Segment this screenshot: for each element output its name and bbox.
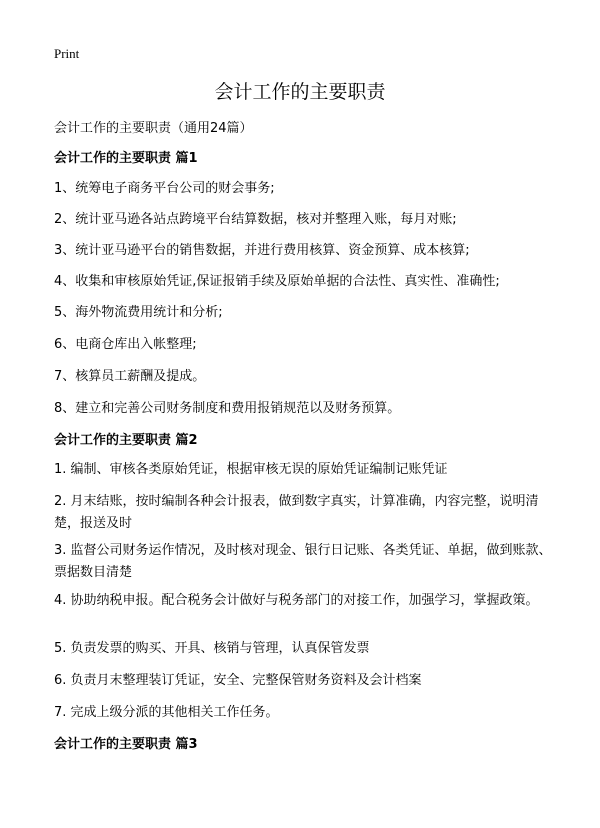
list-item: 7、核算员工薪酬及提成。: [54, 369, 206, 384]
section-heading-2: 会计工作的主要职责 篇2: [54, 433, 198, 448]
page-title: 会计工作的主要职责: [214, 81, 386, 103]
list-item: 4. 协助纳税申报。配合税务会计做好与税务部门的对接工作，加强学习，掌握政策。: [54, 593, 539, 608]
print-link[interactable]: Print: [54, 46, 80, 61]
list-item: 5. 负责发票的购买、开具、核销与管理，认真保管发票: [54, 641, 370, 656]
section-heading-1: 会计工作的主要职责 篇1: [54, 151, 198, 166]
document-subtitle: 会计工作的主要职责（通用24篇）: [54, 121, 253, 136]
list-item: 4、收集和审核原始凭证,保证报销手续及原始单据的合法性、真实性、准确性;: [54, 274, 500, 289]
section-heading-3: 会计工作的主要职责 篇3: [54, 737, 198, 752]
list-item: 5、海外物流费用统计和分析;: [54, 305, 223, 320]
list-item: 1、统筹电子商务平台公司的财会事务;: [54, 181, 275, 196]
list-item: 1. 编制、审核各类原始凭证，根据审核无误的原始凭证编制记账凭证: [54, 462, 448, 477]
list-item: 7. 完成上级分派的其他相关工作任务。: [54, 705, 279, 720]
list-item: 2、统计亚马逊各站点跨境平台结算数据，核对并整理入账，每月对账;: [54, 212, 457, 227]
list-item: 3. 监督公司财务运作情况，及时核对现金、银行日记账、各类凭证、单据，做到账款、票据数目清楚: [54, 543, 552, 580]
list-item: 6. 负责月末整理装订凭证，安全、完整保管财务资料及会计档案: [54, 673, 422, 688]
list-item: 2. 月末结账，按时编制各种会计报表，做到数字真实，计算准确，内容完整，说明清楚，报送及时: [54, 494, 539, 531]
list-item: 3、统计亚马逊平台的销售数据，并进行费用核算、资金预算、成本核算;: [54, 243, 470, 258]
list-item: 6、电商仓库出入帐整理;: [54, 337, 197, 352]
list-item: 8、建立和完善公司财务制度和费用报销规范以及财务预算。: [54, 401, 401, 416]
